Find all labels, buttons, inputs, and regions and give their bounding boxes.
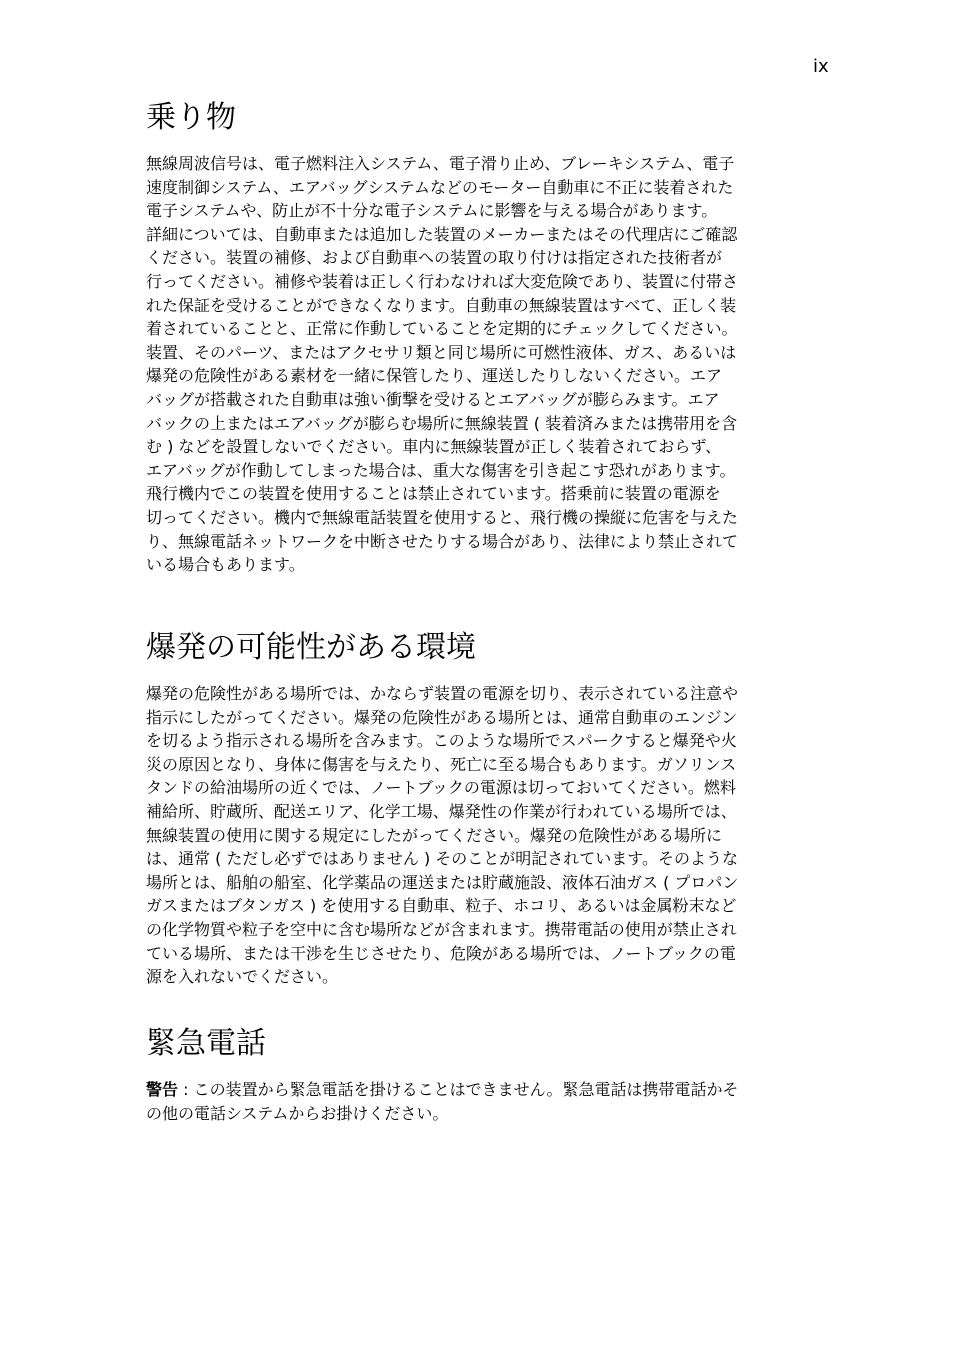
body-line: 行ってください。補修や装着は正しく行わなければ大変危険であり、装置に付帯さ	[146, 271, 739, 291]
body-line: バッグが搭載された自動車は強い衝撃を受けるとエアバッグが膨らみます。エア	[146, 389, 720, 409]
body-line: 爆発の危険性がある場所では、かならず装置の電源を切り、表示されている注意や	[146, 684, 739, 703]
body-line: 指示にしたがってください。爆発の危険性がある場所とは、通常自動車のエンジン	[146, 707, 738, 727]
body-line: の化学物質や粒子を空中に含む場所などが含まれます。携帯電話の使用が禁止され	[146, 919, 737, 939]
body-line: ている場所、または干渉を生じさせたり、危険がある場所では、ノートブックの電	[146, 943, 736, 963]
page-number: ix	[813, 56, 829, 77]
body-line	[146, 1078, 836, 1102]
body-line: ください。装置の補修、および自動車への装置の取り付けは指定された技術者が	[146, 248, 723, 268]
warning-label: 警告	[146, 1080, 179, 1099]
body-line: いる場合もあります。	[146, 555, 305, 575]
body-line: 切ってください。機内で無線電話装置を使用すると、飛行機の操縦に危害を与えた	[146, 507, 739, 527]
body-line: 飛行機内でこの装置を使用することは禁止されています。搭乗前に装置の電源を	[146, 484, 721, 504]
body-line: タンドの給油場所の近くでは、ノートブックの電源は切っておいてください。燃料	[146, 778, 736, 798]
body-line: 無線周波信号は、電子燃料注入システム、電子滑り止め、ブレーキシステム、電子	[146, 154, 735, 173]
section-explosive-environments	[146, 628, 836, 989]
section-heading: 乗り物	[146, 100, 236, 135]
body-line: 無線装置の使用に関する規定にしたがってください。爆発の危険性がある場所に	[146, 825, 723, 845]
body-line: 装置、そのパーツ、またはアクセサリ類と同じ場所に可燃性液体、ガス、あるいは	[146, 342, 737, 362]
section-body	[146, 682, 836, 989]
section-heading: 緊急電話	[146, 1026, 266, 1061]
body-line: 場所とは、船舶の船室、化学薬品の運送または貯蔵施設、液体石油ガス ( プロパン	[146, 872, 739, 892]
body-line: 源を入れないでください。	[146, 967, 339, 987]
body-line: を切るよう指示される場所を含みます。このような場所でスパークすると爆発や火	[146, 731, 737, 751]
section-body	[146, 152, 836, 577]
section-emergency-calls	[146, 1024, 836, 1125]
body-line: ガスまたはブタンガス ) を使用する自動車、粒子、ホコリ、あるいは金属粉末など	[146, 896, 737, 916]
body-line: バックの上またはエアバッグが膨らむ場所に無線装置 ( 装着済みまたは携帯用を含	[146, 413, 738, 433]
section-vehicles	[146, 98, 836, 577]
body-line: れた保証を受けることができなくなります。自動車の無線装置はすべて、正しく装	[146, 295, 737, 315]
body-line: 詳細については、自動車または追加した装置のメーカーまたはその代理店にご確認	[146, 224, 738, 244]
body-line: 電子システムや、防止が不十分な電子システムに影響を与える場合があります。	[146, 201, 718, 221]
body-line: は、通常 ( ただし必ずではありません ) そのことが明記されています。そのような	[146, 849, 739, 869]
body-line: 災の原因となり、身体に傷害を与えたり、死亡に至る場合もあります。ガソリンス	[146, 754, 737, 774]
body-line: む ) などを設置しないでください。車内に無線装置が正しく装着されておらず、	[146, 437, 722, 457]
body-line: 補給所、貯蔵所、配送エリア、化学工場、爆発性の作業が行われている場所では、	[146, 801, 737, 821]
body-line: エアバッグが作動してしまった場合は、重大な傷害を引き起こす恐れがあります。	[146, 460, 736, 480]
body-line: 爆発の危険性がある素材を一緒に保管したり、運送したりしないください。エア	[146, 366, 723, 386]
body-line: 速度制御システム、エアバッグシステムなどのモーター自動車に不正に装着された	[146, 177, 734, 197]
body-line: り、無線電話ネットワークを中断させたりする場合があり、法律により禁止されて	[146, 531, 739, 551]
section-body	[146, 1078, 836, 1125]
warning-text: : この装置から緊急電話を掛けることはできません。緊急電話は携帯電話かそ	[178, 1080, 739, 1099]
section-heading: 爆発の可能性がある環境	[146, 630, 476, 665]
body-line: 着されていることと、正常に作動していることを定期的にチェックしてください。	[146, 319, 738, 339]
body-line: の他の電話システムからお掛けください。	[146, 1103, 449, 1123]
